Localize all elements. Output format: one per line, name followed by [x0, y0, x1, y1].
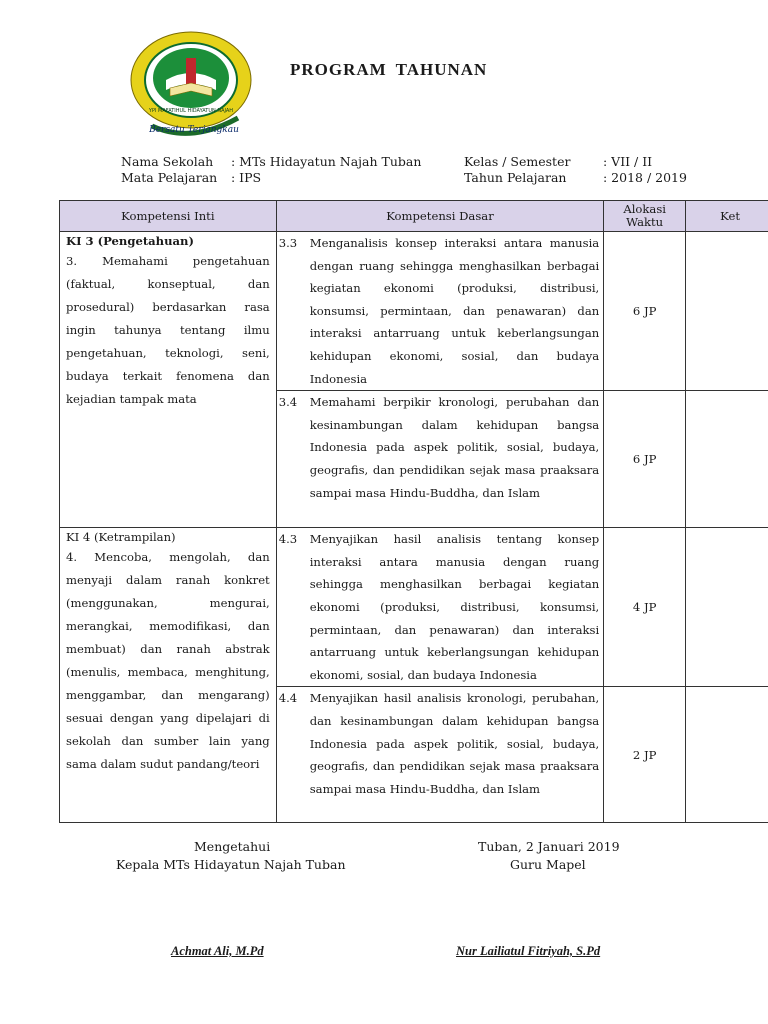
ket-cell: [686, 528, 768, 687]
jp-cell: 6 JP: [604, 232, 686, 391]
sign-right-line2: Guru Mapel: [510, 857, 586, 872]
jp-cell: 4 JP: [604, 528, 686, 687]
jp-cell: 2 JP: [604, 687, 686, 823]
competency-table: [59, 200, 768, 823]
year-value: : 2018 / 2019: [603, 170, 687, 185]
kd-number: 4.3: [278, 532, 298, 547]
school-label: Nama Sekolah: [121, 154, 214, 169]
class-label: Kelas / Semester: [464, 154, 571, 169]
kd-text: Menyajikan hasil analisis tentang konsep interaksi antara manusia dengan ruang sehingga menghasilkan berbagai kegiatan ekonomi (produksi, distribusi, konsumsi, permintaan, dan penawaran) dan interaksi antarruang untuk keberlangsungan kehidupan ekonomi, sosial, dan budaya Indonesia: [309, 532, 600, 682]
ket-cell: [686, 232, 768, 391]
kd-text: Menganalisis konsep interaksi antara manusia dengan ruang sehingga menghasilkan berbagai kegiatan ekonomi (produksi, distribusi, konsumsi, permintaan, dan penawaran) dan interaksi antarruang untuk keberlangsungan kehidupan ekonomi, sosial, dan budaya Indonesia: [309, 236, 600, 386]
jp-cell: 6 JP: [604, 391, 686, 528]
sign-right-line1: Tuban, 2 Januari 2019: [478, 839, 620, 854]
header-alokasi-line2: Waktu: [626, 215, 664, 229]
ki3-cell: [60, 232, 277, 528]
header-ki: Kompetensi Inti: [60, 201, 277, 232]
sign-left-name: Achmat Ali, M.Pd: [171, 944, 264, 958]
kd-text: Memahami berpikir kronologi, perubahan dan kesinambungan dalam kehidupan bangsa Indonesia pada aspek politik, sosial, budaya, geografis, dan pendidikan sejak masa praaksara sampai masa Hindu-Buddha, dan Islam: [309, 395, 600, 500]
header-ket: Ket: [686, 201, 768, 232]
header-alokasi-line1: Alokasi: [623, 202, 666, 216]
ki3-text: 3. Memahami pengetahuan (faktual, konseptual, dan prosedural) berdasarkan rasa ingin tahunya tentang ilmu pengetahuan, teknologi, seni, budaya terkait fenomena dan kejadian tampak mata: [66, 254, 270, 406]
table-row: [60, 232, 768, 391]
kd-text: Menyajikan hasil analisis kronologi, perubahan, dan kesinambungan dalam kehidupan bangsa Indonesia pada aspek politik, sosial, budaya, geografis, dan pendidikan sejak masa praaksara sampai masa Hindu-Buddha, dan Islam: [309, 691, 600, 796]
kd-number: 3.4: [278, 395, 298, 410]
ket-cell: [686, 391, 768, 528]
school-logo: [126, 28, 256, 140]
class-value: : VII / II: [603, 154, 653, 169]
sign-right-name: Nur Lailiatul Fitriyah, S.Pd: [456, 944, 601, 958]
sign-left-line1: Mengetahui: [194, 839, 271, 854]
ki3-title: KI 3 (Pengetahuan): [66, 234, 194, 248]
kd-cell: [276, 687, 604, 823]
kd-cell: [276, 528, 604, 687]
header-alokasi: [604, 201, 686, 232]
svg-text:Bersatu Terjangkau: Bersatu Terjangkau: [149, 125, 239, 135]
table-header-row: [60, 201, 768, 232]
table-row: [60, 528, 768, 687]
year-label: Tahun Pelajaran: [464, 170, 567, 185]
ki4-text: 4. Mencoba, mengolah, dan menyaji dalam ranah konkret (menggunakan, mengurai, merangkai, memodifikasi, dan membuat) dan ranah abstrak (menulis, membaca, menghitung, menggambar, dan mengarang) sesuai dengan yang dipelajari di sekolah dan sumber lain yang sama dalam sudut pandang/teori: [66, 550, 270, 772]
sign-left-line2: Kepala MTs Hidayatun Najah Tuban: [116, 857, 346, 872]
kd-number: 3.3: [278, 236, 298, 250]
kd-cell: [276, 391, 604, 528]
ki4-title: KI 4 (Ketrampilan): [66, 530, 176, 545]
kd-cell: [276, 232, 604, 391]
ket-cell: [686, 687, 768, 823]
header-kd: Kompetensi Dasar: [276, 201, 604, 232]
school-value: : MTs Hidayatun Najah Tuban: [231, 154, 422, 169]
page-title: PROGRAM TAHUNAN: [290, 60, 488, 79]
ki4-cell: [60, 528, 277, 823]
svg-text:YPI MAFATIHUL HIDAYATUN NAJAH: YPI MAFATIHUL HIDAYATUN NAJAH: [148, 108, 234, 114]
kd-number: 4.4: [278, 691, 298, 706]
subject-value: : IPS: [231, 170, 262, 185]
subject-label: Mata Pelajaran: [121, 170, 218, 185]
